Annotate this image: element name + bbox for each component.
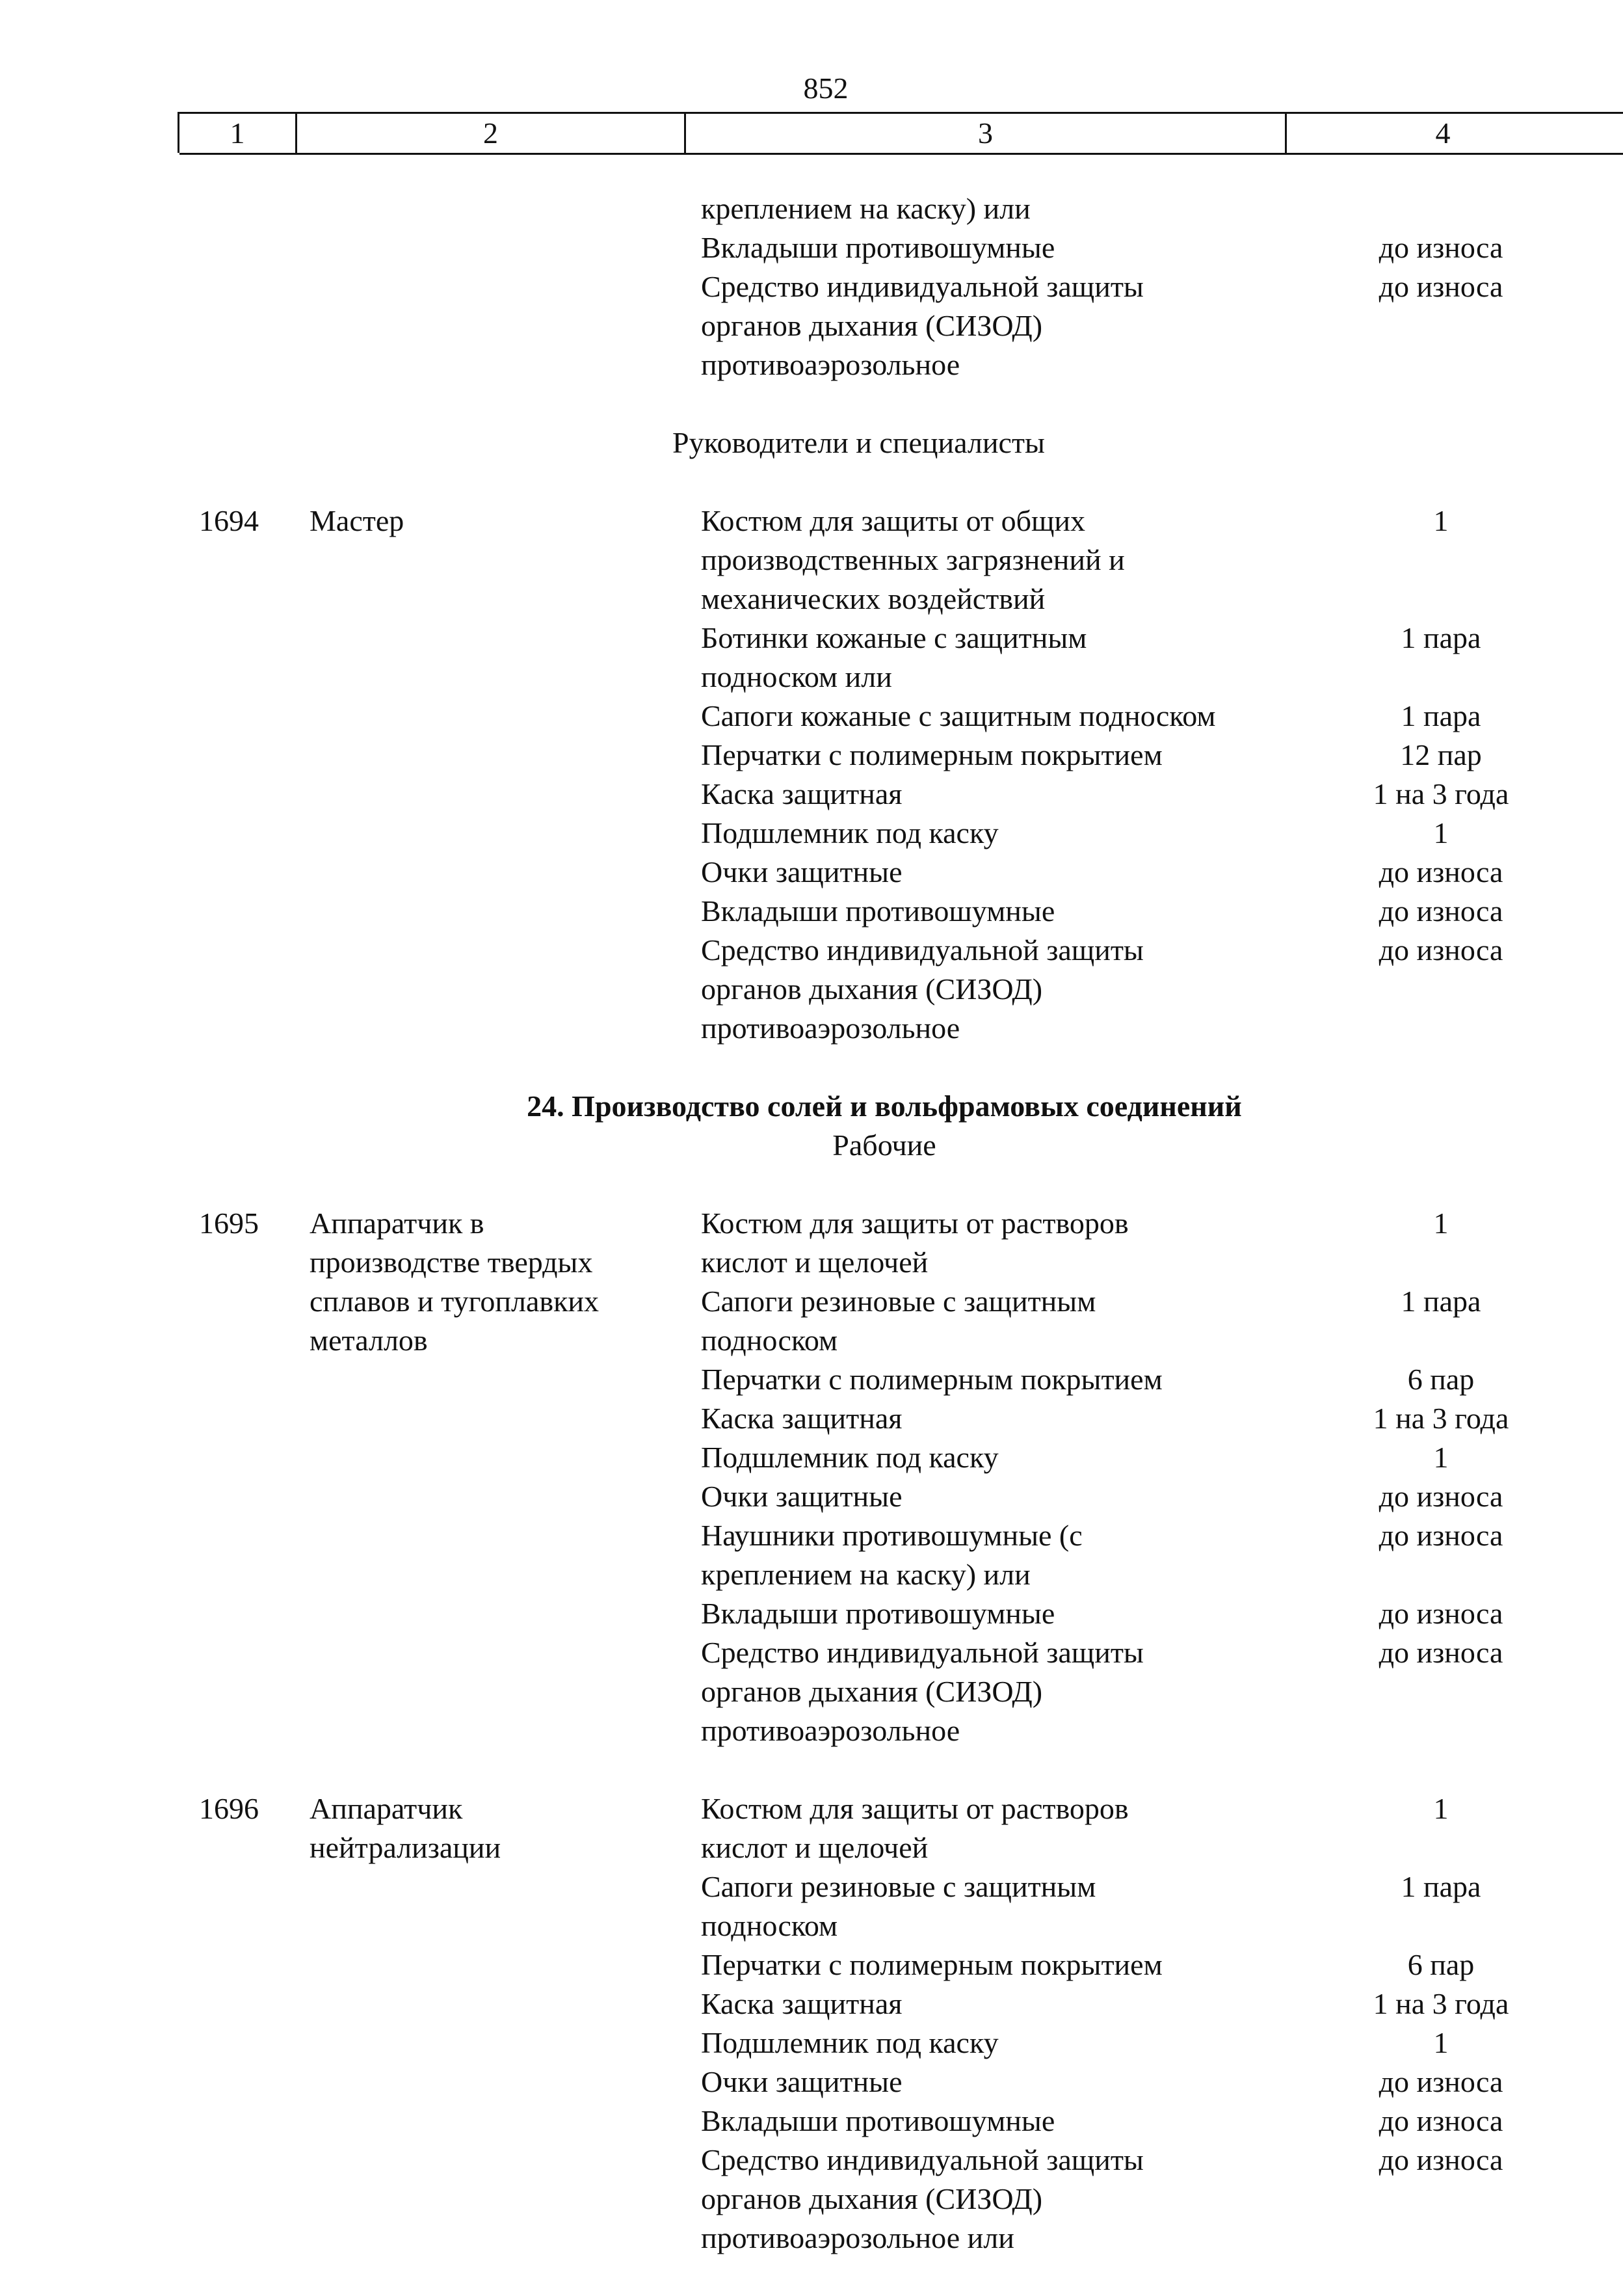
- header-col-2: 2: [483, 116, 498, 150]
- item-norm: 1 пара: [1401, 699, 1481, 732]
- section-subtitle: Рабочие: [832, 1128, 936, 1162]
- item-norm: до износа: [1379, 933, 1503, 967]
- item-text: Вкладыши противошумные: [701, 231, 1055, 264]
- item-norm: 1: [1433, 1441, 1449, 1474]
- item-text: Подшлемник под каску: [701, 816, 999, 849]
- item-text: Перчатки с полимерным покрытием: [701, 1363, 1163, 1396]
- item-text: Перчатки с полимерным покрытием: [701, 1948, 1163, 1981]
- item-norm: 1 на 3 года: [1373, 1402, 1509, 1435]
- item-norm: 1 на 3 года: [1373, 1987, 1509, 2020]
- item-text: Каска защитная: [701, 1402, 903, 1435]
- item-text: органов дыхания (СИЗОД): [701, 309, 1043, 342]
- item-text: противоаэрозольное: [701, 348, 960, 381]
- item-text: Ботинки кожаные с защитным: [701, 621, 1087, 654]
- header-col-1: 1: [230, 116, 245, 150]
- header-col-4: 4: [1435, 116, 1451, 150]
- item-norm: 1: [1433, 1792, 1449, 1825]
- item-text: Вкладыши противошумные: [701, 894, 1055, 928]
- item-norm: 1 на 3 года: [1373, 777, 1509, 810]
- row-number: 1695: [199, 1207, 259, 1240]
- profession-name: Аппаратчик: [310, 1792, 463, 1825]
- item-text: креплением на каску) или: [701, 1558, 1031, 1591]
- header-col-3: 3: [978, 116, 993, 150]
- item-text: кислот и щелочей: [701, 1246, 929, 1279]
- item-norm: 1: [1433, 1207, 1449, 1240]
- item-text: подноском: [701, 1324, 838, 1357]
- item-norm: до износа: [1379, 231, 1503, 264]
- item-text: органов дыхания (СИЗОД): [701, 972, 1043, 1006]
- page-number: 852: [803, 72, 849, 105]
- item-norm: 12 пар: [1400, 738, 1482, 771]
- item-text: креплением на каску) или: [701, 192, 1031, 225]
- item-text: Вкладыши противошумные: [701, 2104, 1055, 2137]
- item-norm: до износа: [1379, 894, 1503, 928]
- item-norm: до износа: [1379, 855, 1503, 888]
- item-text: Очки защитные: [701, 2065, 903, 2098]
- item-norm: 1 пара: [1401, 1285, 1481, 1318]
- item-text: Подшлемник под каску: [701, 1441, 999, 1474]
- item-text: органов дыхания (СИЗОД): [701, 1675, 1043, 1708]
- item-norm: 1: [1433, 504, 1449, 537]
- item-norm: 6 пар: [1407, 1948, 1475, 1981]
- item-norm: до износа: [1379, 2065, 1503, 2098]
- item-text: подноском или: [701, 660, 892, 693]
- item-text: Перчатки с полимерным покрытием: [701, 738, 1163, 771]
- item-norm: 1 пара: [1401, 1870, 1481, 1903]
- item-text: Сапоги кожаные с защитным подноском: [701, 699, 1216, 732]
- item-text: Очки защитные: [701, 855, 903, 888]
- item-norm: до износа: [1379, 2143, 1503, 2176]
- item-text: Очки защитные: [701, 1480, 903, 1513]
- row-number: 1694: [199, 504, 259, 537]
- item-norm: до износа: [1379, 1480, 1503, 1513]
- item-norm: 1: [1433, 2026, 1449, 2059]
- item-norm: до износа: [1379, 1636, 1503, 1669]
- item-text: Костюм для защиты от общих: [701, 504, 1086, 537]
- profession-name: Мастер: [310, 504, 404, 537]
- item-text: противоаэрозольное или: [701, 2221, 1014, 2254]
- item-text: Костюм для защиты от растворов: [701, 1792, 1129, 1825]
- item-norm: 6 пар: [1407, 1363, 1475, 1396]
- item-text: Сапоги резиновые с защитным: [701, 1870, 1096, 1903]
- row-number: 1696: [199, 1792, 259, 1825]
- item-text: Подшлемник под каску: [701, 2026, 999, 2059]
- profession-name: Аппаратчик в: [310, 1207, 484, 1240]
- item-text: механических воздействий: [701, 582, 1046, 615]
- item-norm: 1: [1433, 816, 1449, 849]
- item-norm: до износа: [1379, 270, 1503, 303]
- item-text: Средство индивидуальной защиты: [701, 1636, 1144, 1669]
- item-norm: 1 пара: [1401, 621, 1481, 654]
- item-text: производственных загрязнений и: [701, 543, 1125, 576]
- section-title: 24. Производство солей и вольфрамовых соединений: [527, 1089, 1242, 1123]
- item-text: кислот и щелочей: [701, 1831, 929, 1864]
- item-norm: до износа: [1379, 1597, 1503, 1630]
- item-text: Костюм для защиты от растворов: [701, 1207, 1129, 1240]
- profession-name: сплавов и тугоплавких: [310, 1285, 600, 1318]
- item-text: Сапоги резиновые с защитным: [701, 1285, 1096, 1318]
- item-text: противоаэрозольное: [701, 1714, 960, 1747]
- item-text: органов дыхания (СИЗОД): [701, 2182, 1043, 2215]
- item-text: Средство индивидуальной защиты: [701, 270, 1144, 303]
- item-text: подноском: [701, 1909, 838, 1942]
- item-text: Средство индивидуальной защиты: [701, 933, 1144, 967]
- profession-name: металлов: [310, 1324, 428, 1357]
- item-norm: до износа: [1379, 2104, 1503, 2137]
- item-text: Каска защитная: [701, 777, 903, 810]
- section-heading: Руководители и специалисты: [672, 426, 1045, 459]
- item-text: Каска защитная: [701, 1987, 903, 2020]
- item-text: Средство индивидуальной защиты: [701, 2143, 1144, 2176]
- item-text: Вкладыши противошумные: [701, 1597, 1055, 1630]
- item-text: противоаэрозольное: [701, 1011, 960, 1045]
- profession-name: производстве твердых: [310, 1246, 593, 1279]
- item-text: Наушники противошумные (с: [701, 1519, 1083, 1552]
- profession-name: нейтрализации: [310, 1831, 501, 1864]
- item-norm: до износа: [1379, 1519, 1503, 1552]
